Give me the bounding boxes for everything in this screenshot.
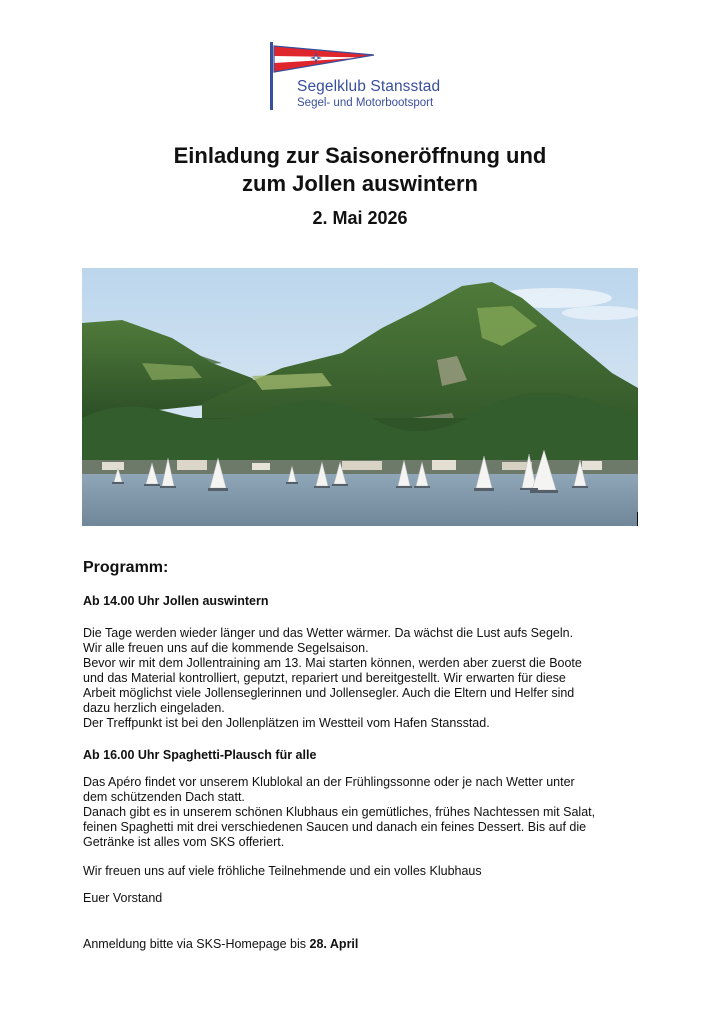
text-line: feinen Spaghetti mit drei verschiedenen Saucen und danach ein feines Dessert. Bis auf die bbox=[83, 820, 587, 834]
club-name: Segelklub Stansstad bbox=[297, 78, 441, 95]
photo-edge-mark bbox=[637, 512, 638, 526]
event-date: 2. Mai 2026 bbox=[312, 208, 408, 228]
registration-deadline: 28. April bbox=[309, 937, 359, 951]
program-heading: Programm: bbox=[83, 559, 169, 576]
title-line-2: zum Jollen auswintern bbox=[242, 171, 478, 196]
section1-text bbox=[83, 626, 643, 731]
lake-sailboats-photo bbox=[82, 268, 638, 526]
text-line: Arbeit möglichst viele Jollenseglerinnen und Jollensegler. Auch die Eltern und Helfer sind bbox=[83, 686, 575, 700]
registration-note bbox=[83, 937, 643, 952]
text-line: dazu herzlich eingeladen. bbox=[83, 701, 225, 715]
text-line: und das Material kontrolliert, geputzt, repariert und bereitgestellt. Wir erwarten für diese bbox=[83, 671, 566, 685]
text-line: Der Treffpunkt ist bei den Jollenplätzen im Westteil vom Hafen Stansstad. bbox=[83, 716, 490, 730]
registration-text: Anmeldung bitte via SKS-Homepage bis bbox=[83, 937, 310, 951]
text-line: Getränke ist alles vom SKS offeriert. bbox=[83, 835, 285, 849]
text-line: Das Apéro findet vor unserem Klublokal an der Frühlingssonne oder je nach Wetter unter bbox=[83, 775, 575, 789]
club-subtitle: Segel- und Motorbootsport bbox=[297, 97, 434, 109]
text-line: dem schützenden Dach statt. bbox=[83, 790, 245, 804]
text-line: Danach gibt es in unserem schönen Klubhaus ein gemütliches, frühes Nachtessen mit Salat, bbox=[83, 805, 596, 819]
title-line-1: Einladung zur Saisoneröffnung und bbox=[173, 143, 547, 168]
page-title bbox=[0, 142, 720, 198]
section2-heading: Ab 16.00 Uhr Spaghetti-Plausch für alle bbox=[83, 748, 317, 762]
section2-text bbox=[83, 775, 643, 850]
signature: Euer Vorstand bbox=[83, 891, 163, 905]
text-line: Bevor wir mit dem Jollentraining am 13. Mai starten können, werden aber zuerst die Boote bbox=[83, 656, 582, 670]
text-line: Die Tage werden wieder länger und das Wetter wärmer. Da wächst die Lust aufs Segeln. bbox=[83, 626, 574, 640]
club-logo bbox=[266, 42, 466, 114]
text-line: Wir alle freuen uns auf die kommende Segelsaison. bbox=[83, 641, 369, 655]
closing-text: Wir freuen uns auf viele fröhliche Teilnehmende und ein volles Klubhaus bbox=[83, 864, 482, 878]
section1-heading: Ab 14.00 Uhr Jollen auswintern bbox=[83, 594, 269, 608]
